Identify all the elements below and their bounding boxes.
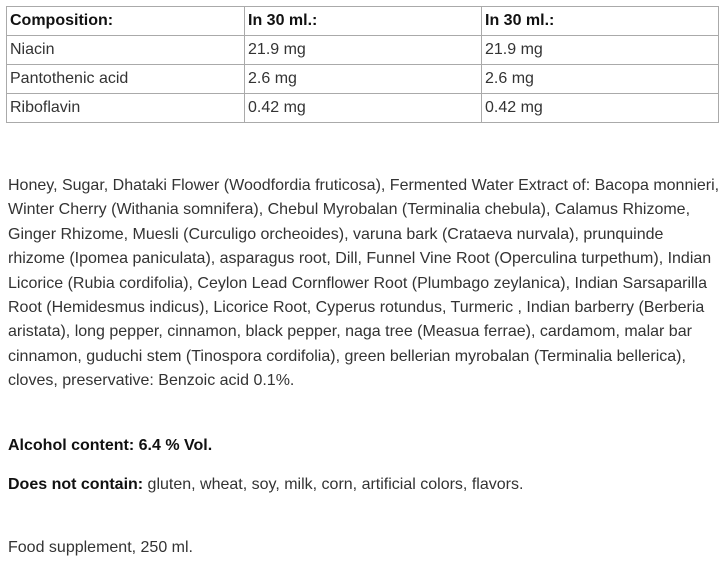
table-row <box>7 36 719 65</box>
product-summary: Food supplement, 250 ml. <box>8 539 193 556</box>
allergen-free-text: gluten, wheat, soy, milk, corn, artificial colors, flavors. <box>143 476 524 493</box>
cell-nutrient: Niacin <box>7 36 245 65</box>
header-cell-amount-1: In 30 ml.: <box>245 7 482 36</box>
cell-amount: 2.6 mg <box>245 65 482 94</box>
cell-amount: 2.6 mg <box>482 65 719 94</box>
composition-table <box>6 6 719 123</box>
cell-amount: 21.9 mg <box>482 36 719 65</box>
ingredients-paragraph: Honey, Sugar, Dhataki Flower (Woodfordia fruticosa), Fermented Water Extract of: Bacopa monnieri, Winter Cherry (Withania somnifera), Chebul Myrobalan (Terminalia chebula), Calamus Rhizome, Ginger Rhizome, Muesli (Curculigo orcheoides), varuna bark (Crataeva nurvala), prunquinde rhizome (Ipomea paniculata), asparagus root, Dill, Funnel Vine Root (Operculina turpethum), Indian Licorice (Rubia cordifolia), Ceylon Lead Cornflower Root (Plumbago zeylanica), Indian Sarsaparilla Root (Hemidesmus indicus), Licorice Root, Cyperus rotundus, Turmeric , Indian barberry (Berberia aristata), long pepper, cinnamon, black pepper, naga tree (Measua ferrae), cardamom, malar bar cinnamon, guduchi stem (Tinospora cordifolia), green bellerian myrobalan (Terminalia bellerica), cloves, preservative: Benzoic acid 0.1%. <box>8 177 720 390</box>
allergen-free-statement <box>8 473 523 497</box>
cell-amount: 0.42 mg <box>245 94 482 123</box>
table-header-row <box>7 7 719 36</box>
cell-nutrient: Riboflavin <box>7 94 245 123</box>
cell-amount: 21.9 mg <box>245 36 482 65</box>
table-row <box>7 94 719 123</box>
table-row <box>7 65 719 94</box>
allergen-free-label: Does not contain: <box>8 476 144 493</box>
header-cell-composition: Composition: <box>7 7 245 36</box>
cell-amount: 0.42 mg <box>482 94 719 123</box>
cell-nutrient: Pantothenic acid <box>7 65 245 94</box>
alcohol-content: Alcohol content: 6.4 % Vol. <box>8 437 213 454</box>
header-cell-amount-2: In 30 ml.: <box>482 7 719 36</box>
